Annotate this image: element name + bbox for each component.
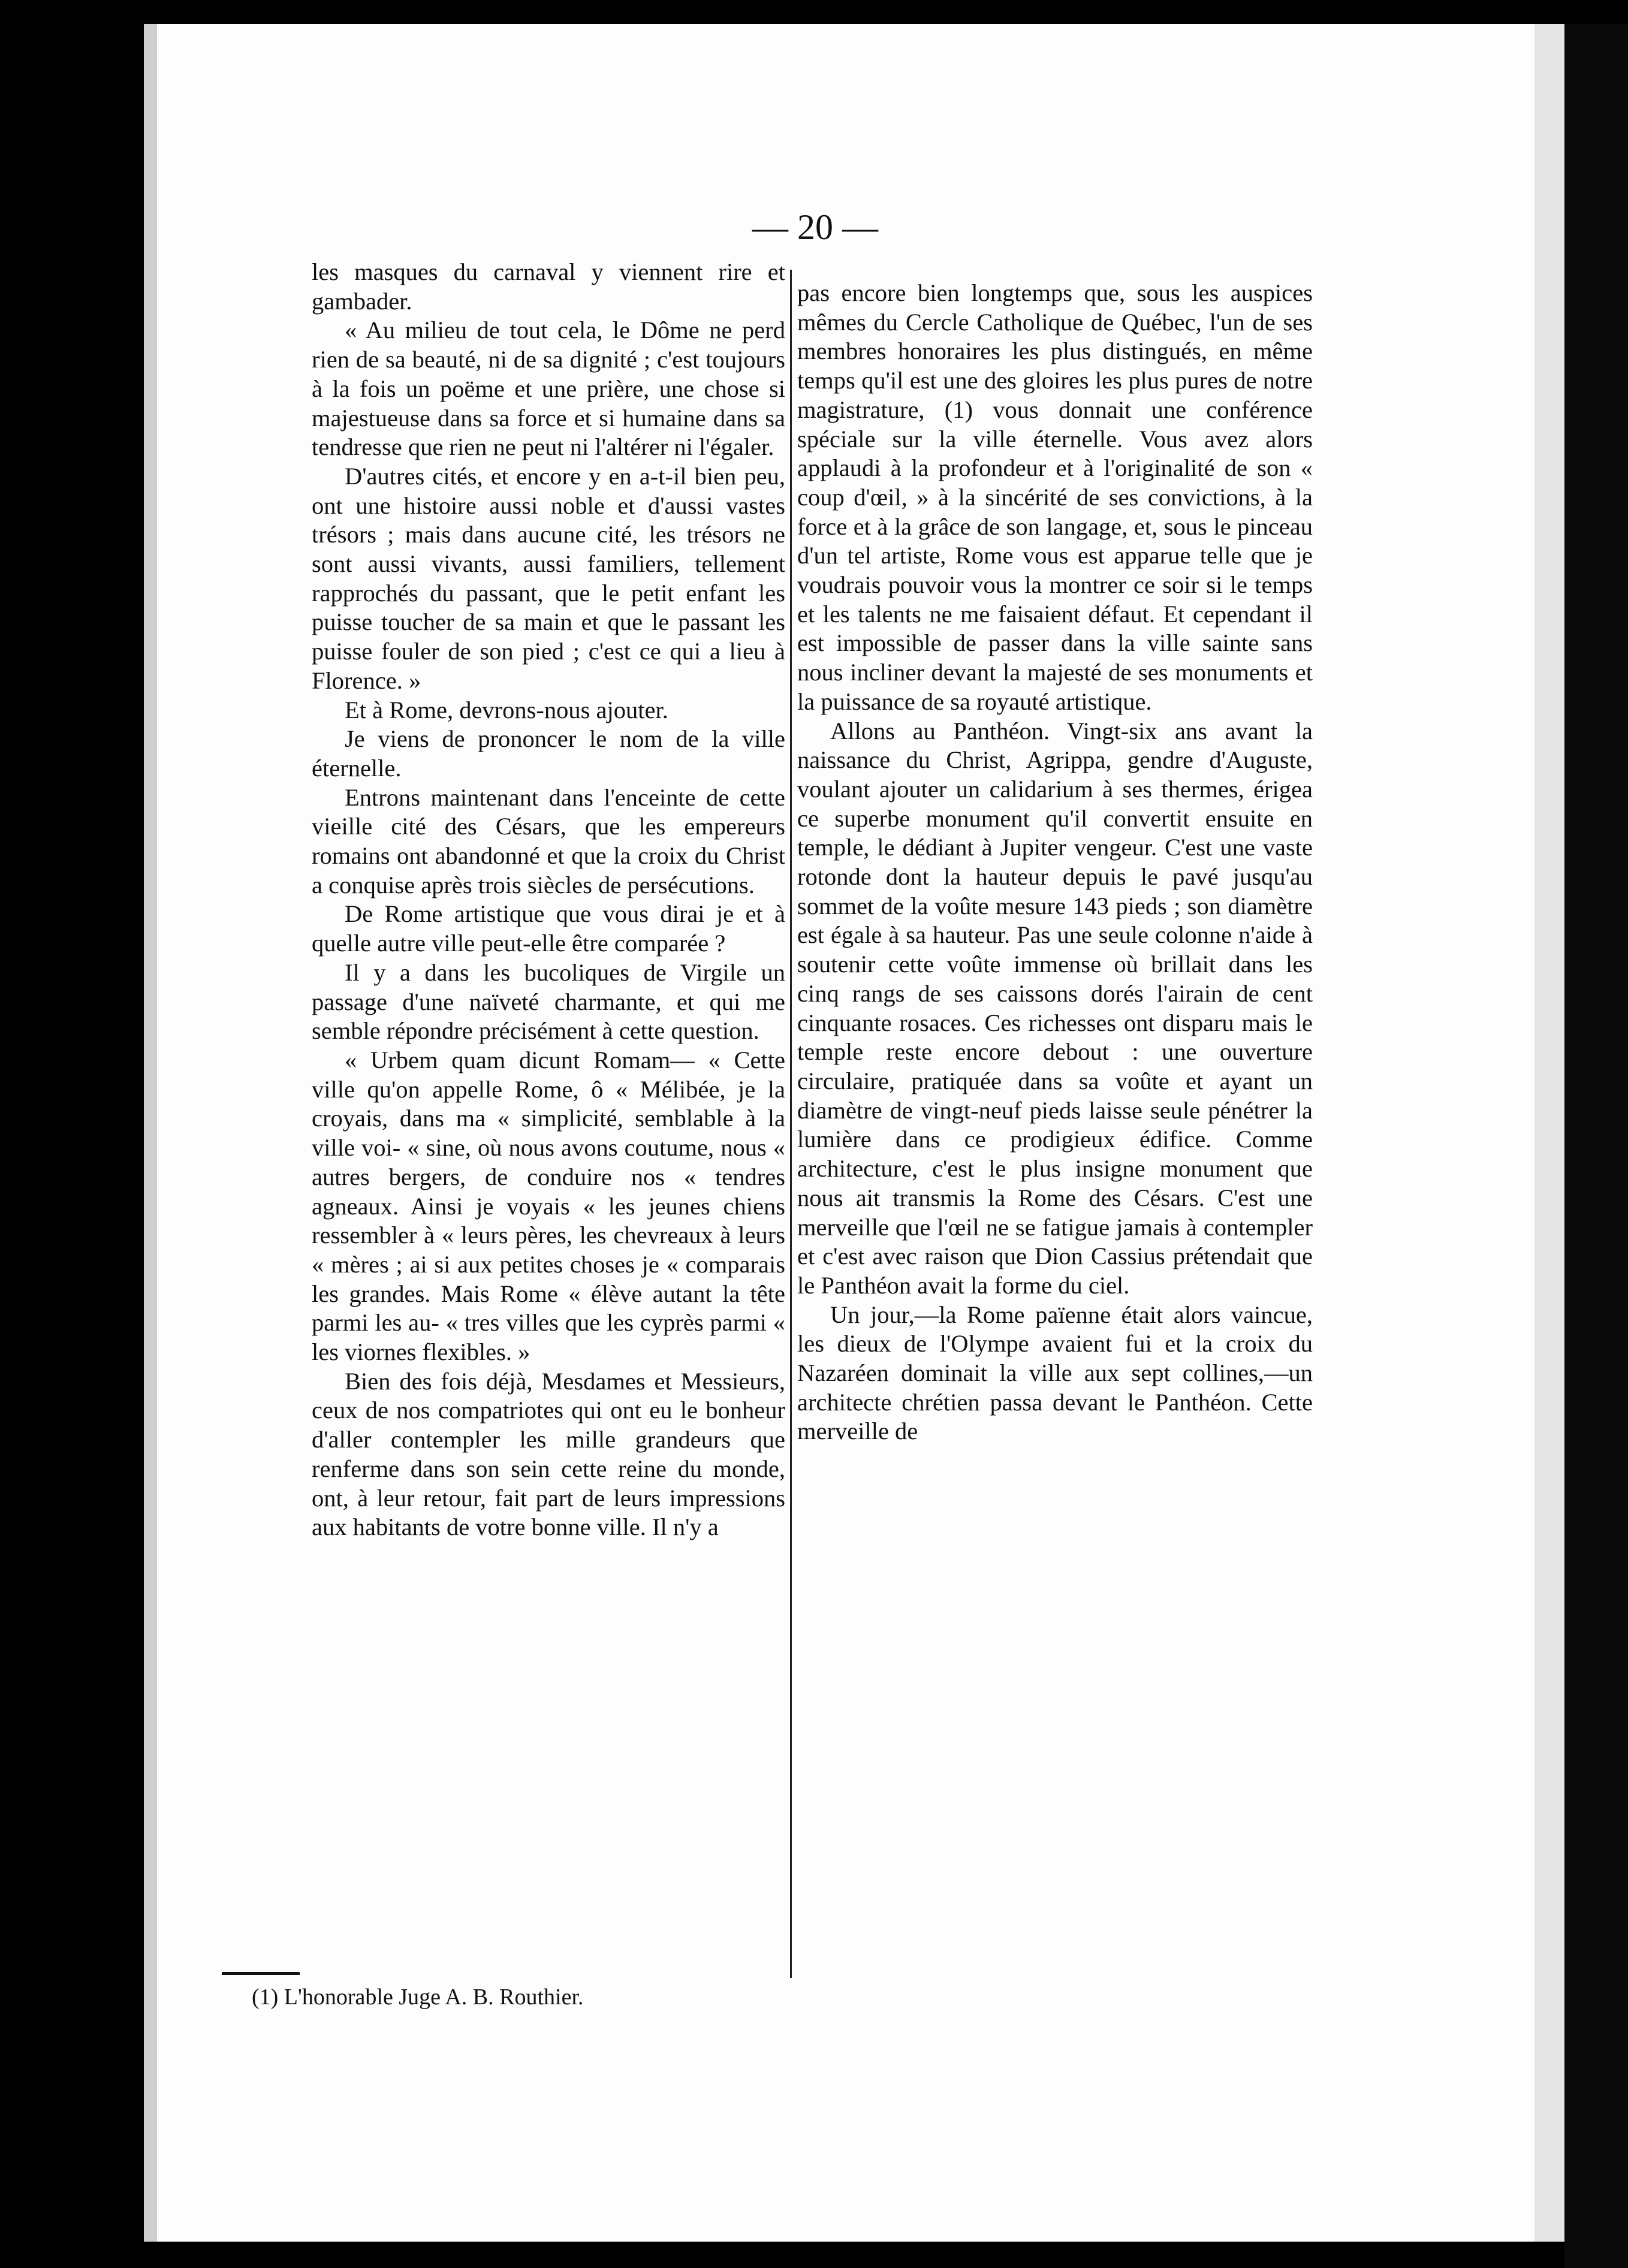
paragraph: Il y a dans les bucoliques de Virgile un passage d'une naïveté charmante, et qui me semble répondre précisément à cette question. bbox=[312, 958, 785, 1045]
page-number: — 20 — bbox=[752, 207, 878, 247]
text-column-right bbox=[797, 279, 1313, 1446]
paragraph: Je viens de prononcer le nom de la ville éternelle. bbox=[312, 725, 785, 782]
paragraph: pas encore bien longtemps que, sous les auspices mêmes du Cercle Catholique de Québec, l'un de ses membres honoraires les plus distingués, en même temps qu'il est une des gloires les plus pures de notre magistrature, (1) vous donnait une conférence spéciale sur la ville éternelle. Vous avez alors applaudi à la profondeur et à l'originalité de son « coup d'œil, » à la sincérité de ses convictions, à la force et à la grâce de son langage, et, sous le pinceau d'un tel artiste, Rome vous est apparue telle que je voudrais pouvoir vous la montrer ce soir si le temps et les talents ne me faisaient défaut. Et cependant il est impossible de passer dans la ville sainte sans nous incliner devant la majesté de ses monuments et la puissance de sa royauté artistique. bbox=[797, 279, 1313, 715]
text-column-left bbox=[312, 258, 785, 1542]
paragraph: Un jour,—la Rome païenne était alors vaincue, les dieux de l'Olympe avaient fui et la croix du Nazaréen dominait la ville aux sept collines,—un architecte chrétien passa devant le Panthéon. Cette merveille de bbox=[797, 1301, 1313, 1445]
page-edge-shadow bbox=[144, 24, 157, 2242]
paragraph: « Urbem quam dicunt Romam— « Cette ville qu'on appelle Rome, ô « Mélibée, je la croyais, dans ma « simplicité, semblable à la ville voi- « sine, où nous avons coutume, nous « autres bergers, de conduire nos « tendres agneaux. Ainsi je voyais « les jeunes chiens ressembler à « leurs pères, les chevreaux à leurs « mères ; ai si aux petites choses je « comparais les grandes. Mais Rome « élève autant la tête parmi les au- « tres villes que les cyprès parmi « les viornes flexibles. » bbox=[312, 1046, 785, 1366]
paragraph: De Rome artistique que vous dirai je et à quelle autre ville peut-elle être comparée ? bbox=[312, 900, 785, 957]
book-binding bbox=[1564, 24, 1628, 2268]
paragraph: « Au milieu de tout cela, le Dôme ne perd rien de sa beauté, ni de sa dignité ; c'est toujours à la fois un poëme et une prière, une chose si majestueuse dans sa force et si humaine dans sa tendresse que rien ne peut ni l'altérer ni l'égaler. bbox=[312, 316, 785, 461]
paragraph: D'autres cités, et encore y en a-t-il bien peu, ont une histoire aussi noble et d'aussi vastes trésors ; mais dans aucune cité, les trésors ne sont aussi vivants, aussi familiers, tellement rapprochés du passant, que le petit enfant les puisse toucher de sa main et que le passant les puisse fouler de son pied ; c'est ce qui a lieu à Florence. » bbox=[312, 462, 785, 694]
paragraph: Entrons maintenant dans l'enceinte de cette vieille cité des Césars, que les empereurs romains ont abandonné et que la croix du Christ a conquise après trois siècles de persécutions. bbox=[312, 783, 785, 898]
paragraph: Bien des fois déjà, Mesdames et Messieurs, ceux de nos compatriotes qui ont eu le bonheur d'aller contempler les mille grandeurs que renferme dans son sein cette reine du monde, ont, à leur retour, fait part de leurs impressions aux habitants de votre bonne ville. Il n'y a bbox=[312, 1367, 785, 1541]
paragraph: les masques du carnaval y viennent rire et gambader. bbox=[312, 258, 785, 315]
paragraph: Allons au Panthéon. Vingt-six ans avant la naissance du Christ, Agrippa, gendre d'Auguste, voulant ajouter un calidarium à ses thermes, érigea ce superbe monument qu'il convertit ensuite en temple, le dédiant à Jupiter vengeur. C'est une vaste rotonde dont la hauteur depuis le pavé jusqu'au sommet de la voûte mesure 143 pieds ; son diamètre est égale à sa hauteur. Pas une seule colonne n'aide à soutenir cette voûte immense où brillait dans les cinq rangs de ses caissons dorés l'airain de cent cinquante rosaces. Ces richesses ont disparu mais le temple reste encore debout : une ouverture circulaire, pratiquée dans sa voûte et ayant un diamètre de vingt-neuf pieds laisse seule pénétrer la lumière dans ce prodigieux édifice. Comme architecture, c'est le plus insigne monument que nous ait transmis la Rome des Césars. C'est une merveille que l'œil ne se fatigue jamais à contempler et c'est avec raison que Dion Cassius prétendait que le Panthéon avait la forme du ciel. bbox=[797, 717, 1313, 1299]
footnote-rule bbox=[222, 1972, 300, 1975]
footnote: (1) L'honorable Juge A. B. Routhier. bbox=[252, 1984, 584, 2010]
column-divider bbox=[790, 270, 792, 1978]
paragraph: Et à Rome, devrons-nous ajouter. bbox=[345, 696, 668, 723]
